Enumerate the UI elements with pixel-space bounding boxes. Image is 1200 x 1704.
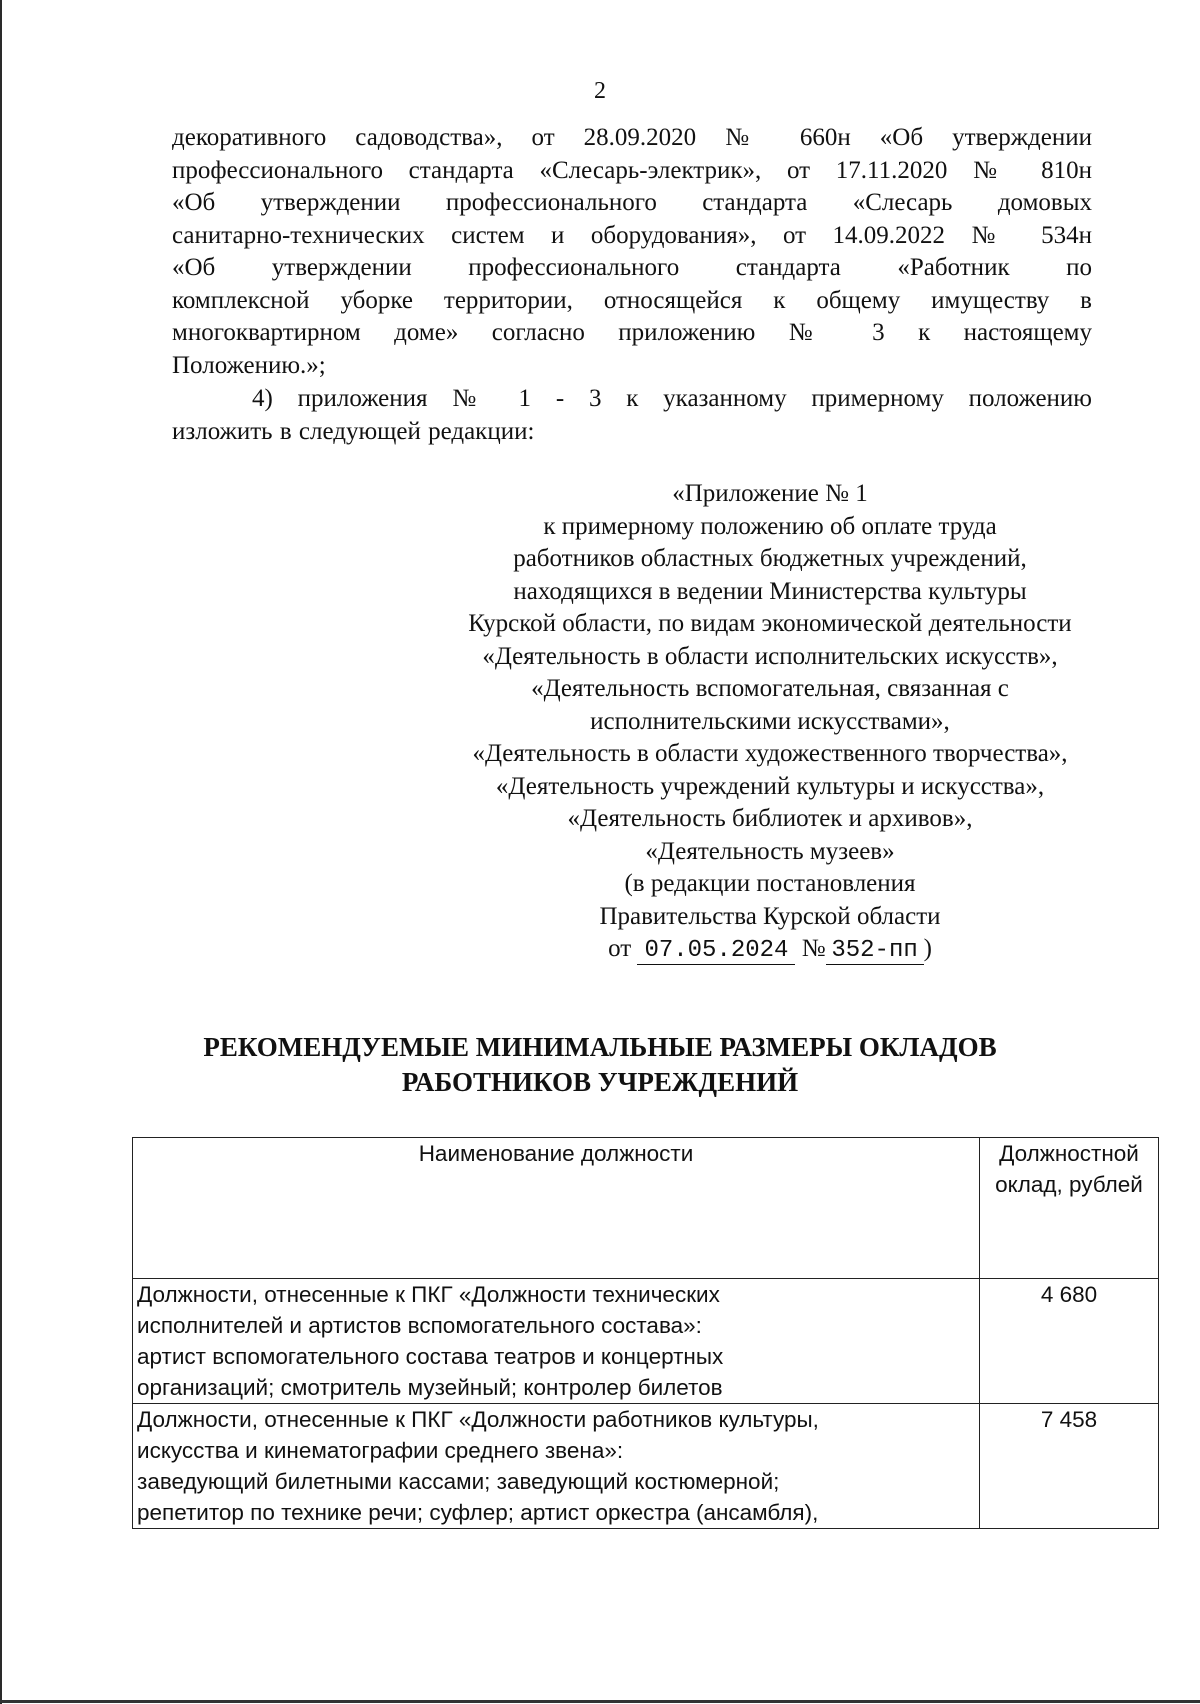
date-prefix: от [608,935,632,962]
intro-paragraph [172,122,1092,382]
header-salary [980,1138,1159,1279]
appendix-line: «Деятельность в области художественного творчества», [472,740,1068,767]
description-line: репетитор по технике речи; суфлер; артист оркестра (ансамбля), [137,1500,819,1525]
header-position: Наименование должности [133,1138,980,1279]
appendix-line: работников областных бюджетных учреждений, [513,545,1027,572]
number-prefix: № [801,935,826,962]
description-line: артист вспомогательного состава театров и концертных [137,1344,724,1369]
text-line: 4) приложения № 1 - 3 к указанному примерному положению [252,385,1092,412]
description-line: искусства и кинематографии среднего звена»: [137,1438,624,1463]
appendix-line: Правительства Курской области [599,902,941,930]
appendix-line: «Приложение № 1 [672,480,868,507]
heading-line: РАБОТНИКОВ УЧРЕЖДЕНИЙ [401,1067,799,1097]
description-line: Должности, отнесенные к ПКГ «Должности работников культуры, [137,1407,819,1432]
appendix-line: «Деятельность вспомогательная, связанная с [531,675,1009,702]
page-left-edge [0,0,2,1704]
heading-line: РЕКОМЕНДУЕМЫЕ МИНИМАЛЬНЫЕ РАЗМЕРЫ ОКЛАДОВ [203,1032,997,1062]
description-line: Должности, отнесенные к ПКГ «Должности технических [137,1282,720,1307]
salary-table [132,1137,1159,1529]
text-line: комплексной уборке территории, относящейся к общему имуществу в [172,286,1092,314]
appendix-line: «Деятельность в области исполнительских искусств», [482,642,1058,670]
description-line: исполнителей и артистов вспомогательного состава»: [137,1313,702,1338]
appendix-line: Курской области, по видам экономической деятельности [468,610,1072,637]
appendix-date-line [380,933,1160,966]
appendix-line: «Деятельность библиотек и архивов», [567,805,973,832]
appendix-line: (в редакции постановления [624,870,916,897]
text-line: многоквартирном доме» согласно приложению № 3 к настоящему [172,319,1092,346]
text-line: Положению.»; [172,351,326,379]
description-line: заведующий билетными кассами; заведующий костюмерной; [137,1469,780,1494]
description-line: организаций; смотритель музейный; контролер билетов [137,1375,723,1400]
salary-value: 4 680 [980,1279,1159,1404]
header-salary-line: оклад, рублей [995,1172,1143,1197]
page-bottom-edge [0,1700,1200,1703]
appendix-line: «Деятельность учреждений культуры и искусства», [495,772,1045,800]
table-row [133,1279,1159,1404]
text-line: изложить в следующей редакции: [172,417,535,445]
appendix-line: исполнительскими искусствами», [590,707,950,735]
salary-value: 7 458 [980,1404,1159,1529]
section-heading [0,1030,1200,1100]
text-line: «Об утверждении профессионального стандарта «Работник по [172,254,1092,281]
date-suffix: ) [923,935,932,962]
header-salary-line: Должностной [999,1141,1139,1166]
resolution-number: 352-пп [826,938,924,965]
table-row [133,1404,1159,1529]
text-line: санитарно-технических систем и оборудования», от 14.09.2022 № 534н [172,221,1092,249]
appendix-line: «Деятельность музеев» [645,837,895,865]
table-header-row [133,1138,1159,1279]
appendix-header [380,478,1160,966]
position-description [133,1279,980,1404]
position-description [133,1404,980,1529]
appendix-line: находящихся в ведении Министерства культуры [513,577,1027,605]
text-line: декоративного садоводства», от 28.09.2020 № 660н «Об утверждении [172,124,1092,151]
text-line: «Об утверждении профессионального стандарта «Слесарь домовых [172,189,1092,216]
resolution-date: 07.05.2024 [637,938,795,965]
item4-paragraph [172,383,1092,448]
appendix-line: к примерному положению об оплате труда [543,512,997,540]
page-number: 2 [594,78,606,104]
text-line: профессионального стандарта «Слесарь-электрик», от 17.11.2020 № 810н [172,156,1092,184]
